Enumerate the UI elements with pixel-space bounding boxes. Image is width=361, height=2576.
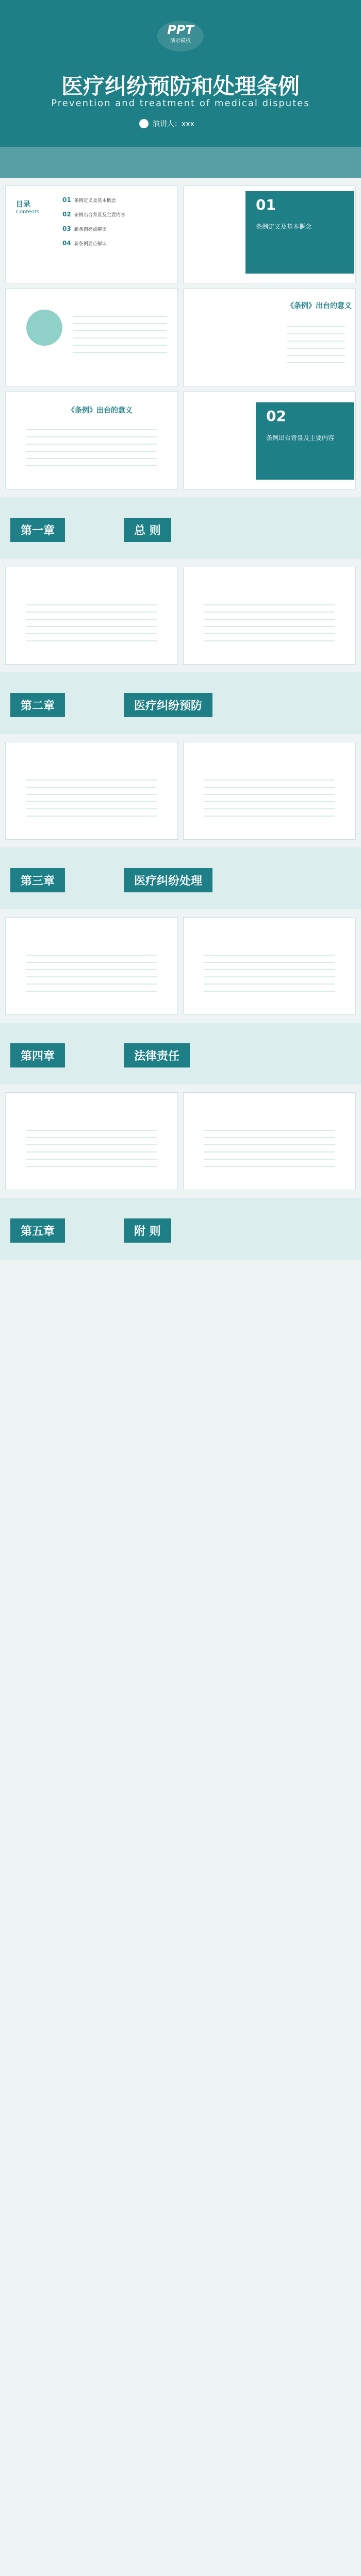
chapter-title: 总 则 [124, 518, 171, 542]
logo [157, 21, 204, 52]
text-lines [26, 948, 157, 995]
presenter-icon [139, 119, 149, 128]
chapter-slide-01 [183, 185, 356, 283]
text-lines [204, 598, 335, 645]
text-lines [26, 423, 157, 469]
logo-secondary: 演示模板 [170, 38, 191, 44]
text-lines [204, 948, 335, 995]
chapter-label: 第二章 [10, 693, 65, 717]
contents-item [62, 240, 166, 247]
chapter-banner-2 [0, 672, 361, 734]
contents-item [62, 211, 166, 218]
content-slide [183, 567, 356, 665]
content-slide [5, 742, 178, 840]
content-slide [5, 567, 178, 665]
chapter-banner-1 [0, 497, 361, 559]
slides-row-7 [0, 1092, 361, 1190]
chapter-label: 第三章 [10, 868, 65, 892]
chapter-label: 第四章 [10, 1043, 65, 1067]
diagram-slide [5, 289, 178, 386]
content-slide [5, 1092, 178, 1190]
hero-title: 医疗纠纷预防和处理条例 [61, 74, 300, 99]
contents-list [62, 196, 166, 247]
slides-row-6 [0, 917, 361, 1015]
hero-subtitle: Prevention and treatment of medical disputes [51, 98, 310, 109]
content-slide [183, 742, 356, 840]
text-lines [287, 320, 345, 366]
meaning-title: 《条例》出台的意义 [287, 302, 352, 310]
text-lines [204, 773, 335, 820]
chapter-title: 医疗纠纷处理 [124, 868, 212, 892]
text-lines [26, 1124, 157, 1170]
meaning-slide [183, 289, 356, 386]
text-lines [73, 310, 167, 356]
contents-heading-en: Contents [16, 209, 39, 215]
contents-item-text: 新条例要点解读 [74, 241, 107, 247]
slides-row-2 [0, 289, 361, 386]
content-slide [183, 917, 356, 1015]
presenter [139, 118, 194, 129]
contents-slide [5, 185, 178, 283]
presenter-text: 演讲人：xxx [153, 120, 194, 128]
chapter-label: 第五章 [10, 1218, 65, 1243]
chapter-number: 01 [256, 196, 276, 213]
chapter-banner-3 [0, 848, 361, 909]
hero [0, 0, 361, 178]
contents-item-text: 新条例亮点解读 [74, 227, 107, 232]
chapter-slide-title: 条例出台背景及主要内容 [266, 434, 335, 442]
chapter-banner-4 [0, 1023, 361, 1084]
logo-primary: PPT [167, 23, 194, 37]
chapter-number: 02 [266, 408, 286, 425]
hero-band [0, 147, 361, 178]
slides-row-5 [0, 742, 361, 840]
chapter-label: 第一章 [10, 518, 65, 542]
circle-node [26, 310, 62, 346]
contents-item-num: 02 [62, 211, 71, 218]
content-slide [5, 917, 178, 1015]
quote-title: 《条例》出台的意义 [68, 406, 133, 415]
chapter-title: 附 则 [124, 1218, 171, 1243]
contents-item-num: 03 [62, 225, 71, 232]
contents-item-text: 条例出台背景及主要内容 [74, 212, 125, 218]
slides-row-3 [0, 392, 361, 489]
chapter-title: 法律责任 [124, 1043, 190, 1067]
contents-item-num: 01 [62, 196, 71, 204]
content-slide [183, 1092, 356, 1190]
contents-item-num: 04 [62, 240, 71, 247]
chapter-banner-5 [0, 1198, 361, 1260]
contents-item [62, 225, 166, 232]
text-lines [204, 1124, 335, 1170]
chapter-slide-02 [183, 392, 356, 489]
slides-row-4 [0, 567, 361, 665]
chapter-title: 医疗纠纷预防 [124, 693, 212, 717]
contents-item-text: 条例定义及基本概念 [74, 198, 116, 204]
chapter-slide-title: 条例定义及基本概念 [256, 223, 312, 230]
slides-row-1 [0, 185, 361, 283]
quote-slide [5, 392, 178, 489]
text-lines [26, 773, 157, 820]
contents-heading-cn: 目录 [16, 200, 30, 209]
contents-item [62, 196, 166, 204]
text-lines [26, 598, 157, 645]
